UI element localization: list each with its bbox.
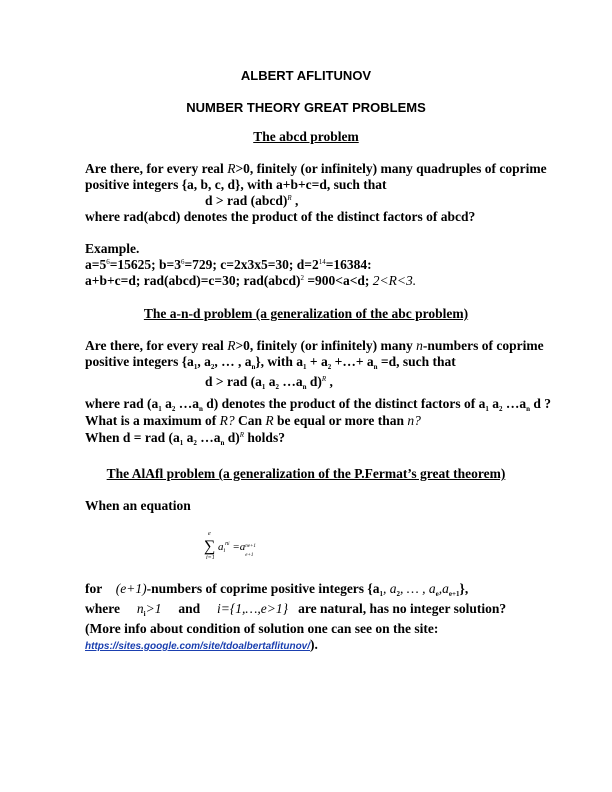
alafl-line-3: (More info about condition of solution one can see on the site:	[85, 621, 439, 636]
alafl-line-2: where $n_i>1$ and i={1,…,e>1} are natural, has no integer solution?	[85, 601, 507, 618]
and-question-line-4: where rad ($a_1$ $a_2$ $\dots a_n$ d) denotes the product of the distinct factors of $a_1$ $a_2$ $\dots a_n$ d ?	[85, 396, 552, 413]
site-link[interactable]: https://sites.google.com/site/tdoalbertaflitunov/	[85, 641, 311, 652]
sum-upper-limit: e	[208, 531, 211, 537]
author-name: ALBERT AFLITUNOV	[240, 68, 372, 83]
alafl-line-1: for (e+1)-numbers of coprime positive integers {$a_1$, $a_2$, … , $a_e,a_{e+1}$},	[85, 581, 469, 598]
abcd-question-line-1: Are there, for every real R>0, finitely (or infinitely) many quadruples of coprime	[85, 161, 547, 176]
section-and-heading: The a-n-d problem (a generalization of the abc problem)	[143, 306, 469, 321]
example-label: Example.	[85, 241, 140, 256]
alafl-intro: When an equation	[85, 498, 191, 513]
sum-lower-limit: i=1	[206, 555, 215, 561]
and-question-line-2: positive integers {$a_1$, $a_2$, … , $a_n$}, with $a_1 + a_2$ +…+ $a_n =d$, such that	[85, 354, 456, 371]
abcd-question-line-4: where rad(abcd) denotes the product of the distinct factors of abcd?	[85, 209, 476, 224]
and-question-line-6: When d = rad ($a_1$ $a_2$ $\dots a_n$ d)$^R$ holds?	[85, 430, 285, 447]
abcd-inequality: d > rad (abcd)$^R$ ,	[205, 193, 299, 208]
alafl-link-line: https://sites.google.com/site/tdoalbertaflitunov/).	[85, 637, 318, 652]
section-abcd-heading: The abcd problem	[253, 129, 359, 144]
document-title: NUMBER THEORY GREAT PROBLEMS	[186, 100, 426, 115]
section-alafl-heading: The AlAfl problem (a generalization of the P.Fermat’s great theorem)	[106, 466, 506, 481]
and-question-line-1: Are there, for every real R>0, finitely (or infinitely) many n-numbers of coprime	[85, 338, 544, 353]
sum-expression: $ai^{ni} =a$ ne+1 e+1	[218, 541, 256, 558]
example-line-1: $a=5^6=15625$; $b=3^6=729$; c=2x3x5=30; $d=2^{14}=16384$:	[85, 257, 372, 272]
and-question-line-5: What is a maximum of R? Can R be equal or more than n?	[85, 413, 421, 428]
sigma-symbol: ∑	[204, 538, 216, 555]
abcd-question-line-2: positive integers {a, b, c, d}, with a+b+c=d, such that	[85, 177, 387, 192]
and-inequality: d > rad ($a_1$ $a_2$ $\dots a_n$ d)$^R$ ,	[205, 374, 333, 391]
example-line-2: a+b+c=d; rad(abcd)=c=30; rad(abcd)$^2$ =900<a<d; 2<R<3.	[85, 273, 417, 288]
